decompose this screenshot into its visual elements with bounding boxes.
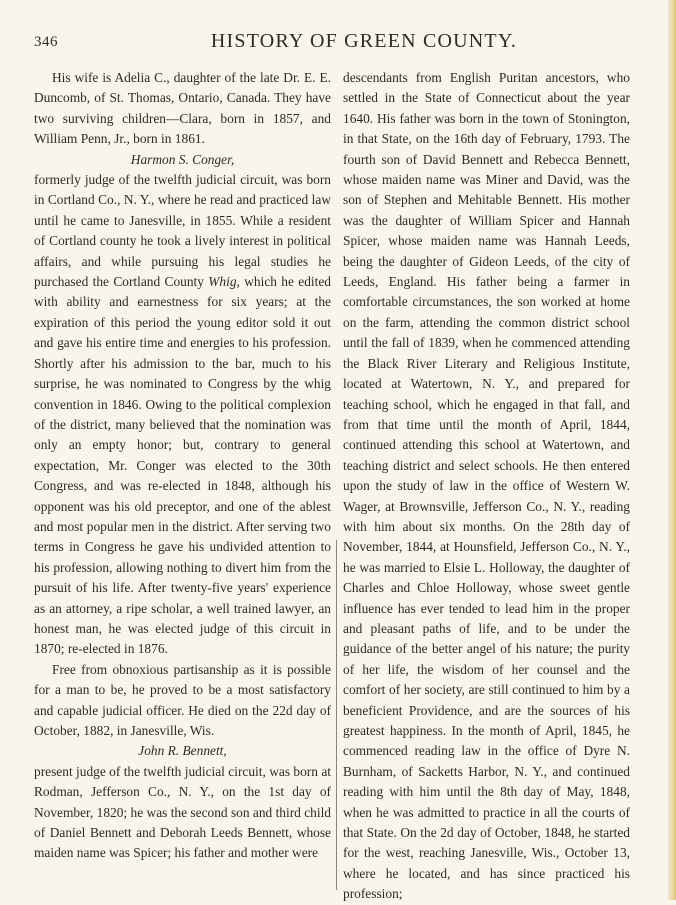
biography-heading-conger: Harmon S. Conger,	[130, 151, 235, 167]
paragraph-conger-career	[34, 170, 331, 660]
paragraph-conger-judicial: Free from obnoxious partisanship as it is possible for a man to be, he proved to be a most satisfactory and capable judicial officer. He died on the 22d day of October, 1882, in Janesville, Wis.	[34, 661, 331, 738]
page-number: 346	[34, 34, 58, 50]
biography-heading-bennett: John R. Bennett,	[138, 743, 227, 759]
paragraph-conger-text-start: formerly judge of the twelfth judicial circuit, was born in Cortland Co., N. Y., where he read and practiced law until he came to Janesville, in 1855. While a resident of Cortland county he took a lively interest in political affairs, and while pursuing his legal studies he purchased the Cortland County	[34, 172, 331, 290]
page-header	[34, 30, 634, 56]
left-column	[34, 68, 331, 864]
page-edge	[668, 0, 676, 900]
right-column	[343, 68, 630, 905]
paragraph-bennett-ancestry: descendants from English Puritan ancestors, who settled in the State of Connecticut about the year 1640. His father was born in the town of Stonington, in that State, on the 16th day of February, 1793. The fourth son of David Bennett and Rebecca Bennett, whose maiden name was Miner and David, was the son of Stephen and Mehitable Bennett. His mother was the daughter of William Spicer and Hannah Spicer, whose maiden name was Hannah Leeds, being the daughter of Gideon Leeds, of the city of Leeds, England. His father being a farmer in comfortable circumstances, the son worked at home on the farm, attending the common district school until the fall of 1839, when he commenced attending the Black River Literary and Religious Institute, located at Watertown, N. Y., and prepared for teaching school, which he engaged in that fall, and from that time until the month of April, 1844, continued attending this school at Watertown, and teaching district and select schools. He then entered upon the study of law in the office of Western W. Wager, at Brownsville, Jefferson Co., N. Y., reading with him about six months. On the 28th day of November, 1844, at Hounsfield, Jefferson Co., N. Y., he was married to Elsie L. Holloway, the daughter of Charles and Chloe Holloway, whose sweet gentle influence has ever tended to lead him in the proper and pleasant paths of life, and to be under the guidance of the better angel of his nature; the purity of her life, the wisdom of her counsel and the comfort of her society, are still continued to him by a beneficient Providence, and are the sources of his greatest happiness. In the month of April, 1845, he commenced reading law in the office of Dyre N. Burnham, of Sacketts Harbor, N. Y., and continued reading with him until the 8th day of May, 1848, when he was admitted to practice in all the courts of that State. On the 2d day of October, 1848, he started for the west, reaching Janesville, Wis., October 13, where he located, and has since practiced his profession;	[343, 70, 630, 902]
paragraph-conger-text-end: , which he edited with ability and earnestness for six years; at the expiration of this period the young editor sold it out and gave his entire time and energies to his profession. Shortly after his admission to the bar, much to his surprise, he was nominated to Congress by the whig convention in 1846. Owing to the political complexion of the district, many believed that the nomination was only an empty honor; but, contrary to general expectation, Mr. Conger was elected to the 30th Congress, and was re-elected in 1848, although his opponent was his old preceptor, and one of the ablest and most popular men in the district. After serving two terms in Congress he gave his undivided attention to his profession, allowing nothing to divert him from the pursuit of his life. After twenty-five years' experience as an attorney, a ripe scholar, a well trained lawyer, an honest man, he was elected judge of this circuit in 1870; re-elected in 1876.	[34, 274, 331, 657]
column-divider	[336, 540, 337, 890]
newspaper-title: Whig	[208, 274, 237, 290]
paragraph-wife: His wife is Adelia C., daughter of the late Dr. E. E. Duncomb, of St. Thomas, Ontario, Canada. They have two surviving children—Clara, born in 1857, and William Penn, Jr., born in 1861.	[34, 70, 331, 147]
paragraph-bennett-birth: present judge of the twelfth judicial circuit, was born at Rodman, Jefferson Co., N. Y., on the 1st day of November, 1820; he was the second son and third child of Daniel Bennett and Deborah Leeds Bennett, whose maiden name was Spicer; his father and mother were	[34, 763, 331, 861]
running-title: HISTORY OF GREEN COUNTY.	[210, 30, 518, 52]
